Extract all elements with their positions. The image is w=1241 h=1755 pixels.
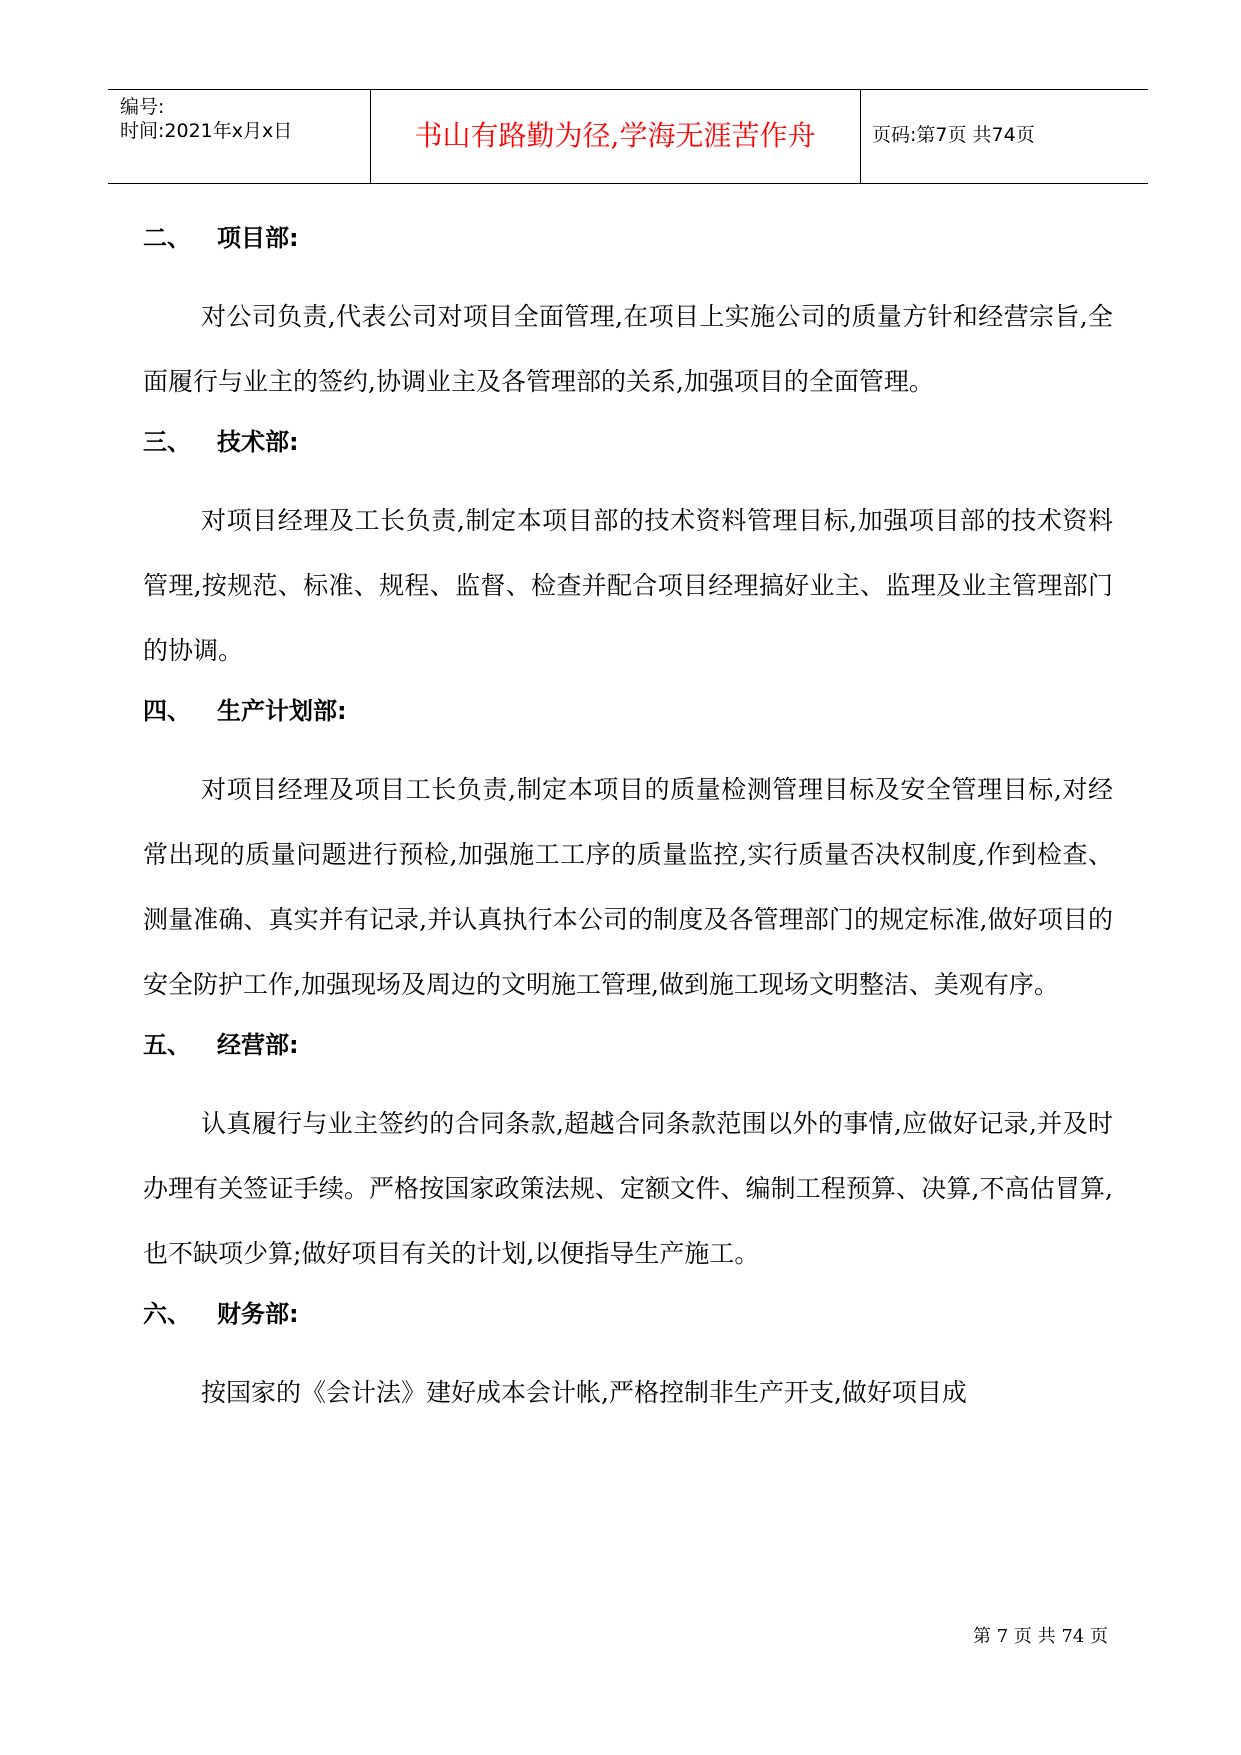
header-meta-cell: [108, 90, 371, 183]
serial-number-label: 编号:: [120, 96, 165, 118]
section-project-dept: [143, 220, 1113, 414]
section-title: 经营部:: [217, 1031, 299, 1059]
section-title: 财务部:: [217, 1300, 299, 1328]
section-paragraph: 对公司负责,代表公司对项目全面管理,在项目上实施公司的质量方针和经营宗旨,全面履行与业主的签约,协调业主及各管理部的关系,加强项目的全面管理。: [143, 302, 1113, 396]
section-number: 四、: [143, 697, 191, 725]
header-motto-cell: [370, 90, 861, 183]
section-number: 三、: [143, 428, 191, 456]
section-business-dept: [143, 1027, 1113, 1286]
section-heading: [143, 220, 1113, 256]
time-label: 时间:2021年x月x日: [120, 120, 293, 142]
section-title: 技术部:: [217, 428, 299, 456]
section-title: 项目部:: [217, 224, 299, 252]
section-number: 五、: [143, 1031, 191, 1059]
page-footer-number: 第 7 页 共 74 页: [973, 1626, 1108, 1647]
section-paragraph: 对项目经理及工长负责,制定本项目部的技术资料管理目标,加强项目部的技术资料管理,按规范、标准、规程、监督、检查并配合项目经理搞好业主、监理及业主管理部门的协调。: [143, 506, 1113, 665]
section-number: 二、: [143, 224, 191, 252]
page-header: [108, 89, 1148, 184]
document-body: [143, 220, 1113, 1435]
page-info-label: 页码:第7页 共74页: [872, 124, 1035, 146]
section-heading: [143, 693, 1113, 729]
section-production-planning-dept: [143, 693, 1113, 1017]
motto-text: 书山有路勤为径,学海无涯苦作舟: [414, 119, 816, 152]
section-paragraph: 对项目经理及项目工长负责,制定本项目的质量检测管理目标及安全管理目标,对经常出现的质量问题进行预检,加强施工工序的质量监控,实行质量否决权制度,作到检查、测量准确、真实并有记录,并认真执行本公司的制度及各管理部门的规定标准,做好项目的安全防护工作,加强现场及周边的文明施工管理,做到施工现场文明整洁、美观有序。: [143, 775, 1113, 999]
section-finance-dept: [143, 1296, 1113, 1425]
section-number: 六、: [143, 1300, 191, 1328]
section-paragraph: 认真履行与业主签约的合同条款,超越合同条款范围以外的事情,应做好记录,并及时办理有关签证手续。严格按国家政策法规、定额文件、编制工程预算、决算,不高估冒算,也不缺项少算;做好项目有关的计划,以便指导生产施工。: [143, 1109, 1113, 1268]
section-heading: [143, 1027, 1113, 1063]
section-technical-dept: [143, 424, 1113, 683]
section-heading: [143, 1296, 1113, 1332]
header-page-cell: [860, 90, 1148, 183]
section-heading: [143, 424, 1113, 460]
section-paragraph: 按国家的《会计法》建好成本会计帐,严格控制非生产开支,做好项目成: [201, 1378, 967, 1407]
section-title: 生产计划部:: [217, 697, 347, 725]
